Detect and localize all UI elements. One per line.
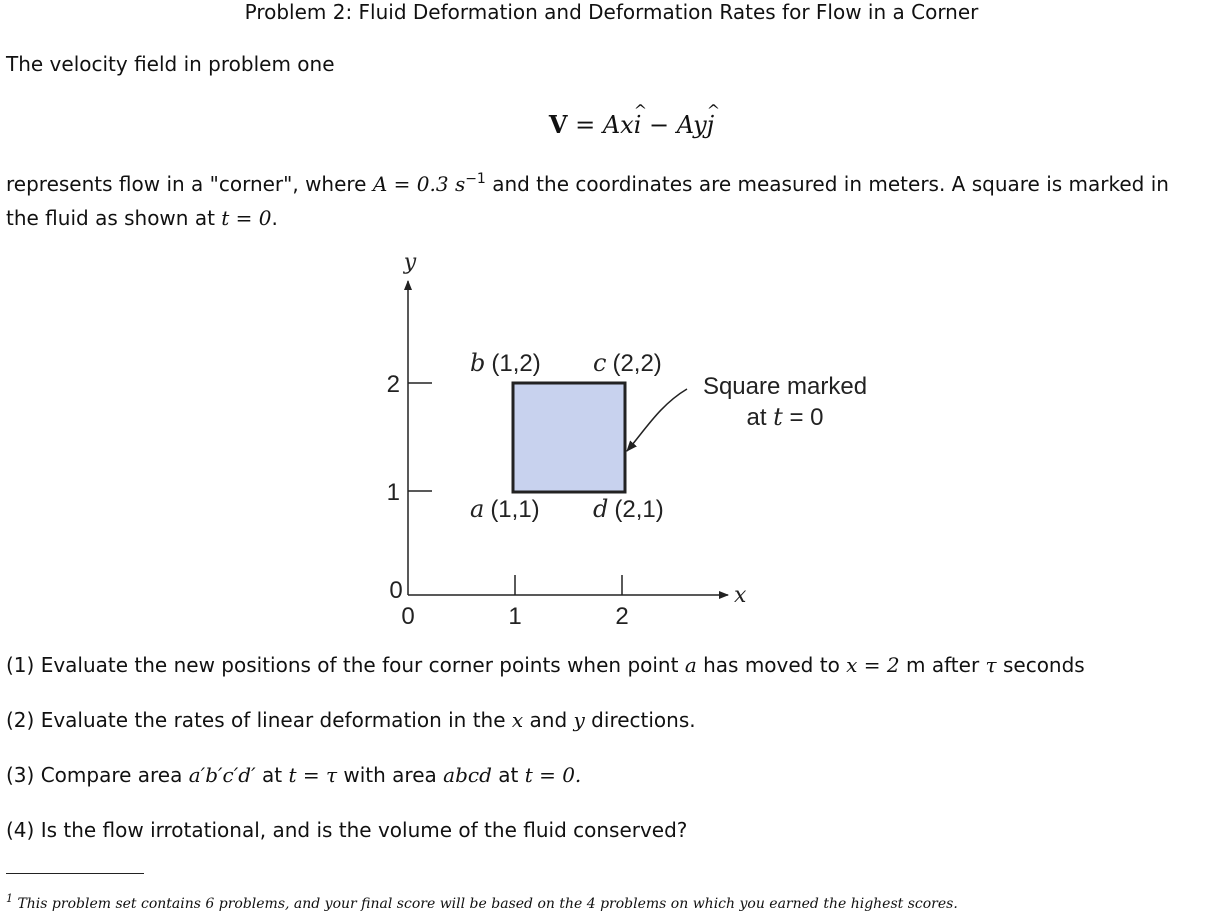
velocity-equation [0,110,1223,140]
x-axis-label: x [734,583,747,608]
question-1: (1) Evaluate the new positions of the four corner points when point a has moved to x = 2 m after τ seconds [6,653,1085,677]
problem-title: Problem 2: Fluid Deformation and Deformation Rates for Flow in a Corner [244,0,979,24]
velocity-symbol: V [548,110,568,139]
question-4: (4) Is the flow irrotational, and is the volume of the fluid conserved? [6,818,688,842]
footnote [6,892,958,913]
corner-flow-diagram [360,245,900,635]
term-ay: Ay [676,111,707,139]
footnote-mark: 1 [6,892,13,905]
question-2: (2) Evaluate the rates of linear deformation in the x and y directions. [6,708,696,732]
footnote-text: This problem set contains 6 problems, and your final score will be based on the 4 problems on which you earned the highest scores. [13,896,958,912]
callout-line-2: at t = 0 [746,403,824,431]
marked-fluid-square [513,383,625,492]
corner-d-label: d (2,1) [593,495,664,523]
j-hat: ^ j [707,110,714,140]
x-tick-label-2: 2 [615,603,629,630]
A-exponent: −1 [465,171,486,187]
callout-arrow [627,389,687,451]
equals-sign: = [575,111,596,139]
corner-a-label: a (1,1) [470,495,540,523]
i-hat: ^ i [634,110,642,140]
y-axis-label: y [403,250,417,275]
corner-c-label: c (2,2) [593,349,662,377]
minus-sign: − [649,111,670,139]
A-value: A = 0.3 s [372,172,466,196]
question-3: (3) Compare area a′b′c′d′ at t = τ with area abcd at t = 0. [6,763,582,787]
y-tick-label-2: 2 [386,371,400,398]
footnote-divider [6,873,144,874]
x-tick-label-1: 1 [508,603,522,630]
description-line-2: the fluid as shown at t = 0. [6,206,278,230]
callout-line-1: Square marked [702,373,868,400]
y-tick-label-1: 1 [386,479,400,506]
y-tick-label-0: 0 [389,577,403,604]
corner-b-label: b (1,2) [470,349,541,377]
description-line-1: represents flow in a "corner", where A = 0.3 $s^{-1}$ and the coordinates are measured in meters. A square is marked in [6,171,1169,196]
term-ax: Ax [602,111,634,139]
t-zero: t = 0 [221,206,272,230]
intro-text: The velocity field in problem one [6,52,335,76]
x-tick-label-0: 0 [401,603,415,630]
